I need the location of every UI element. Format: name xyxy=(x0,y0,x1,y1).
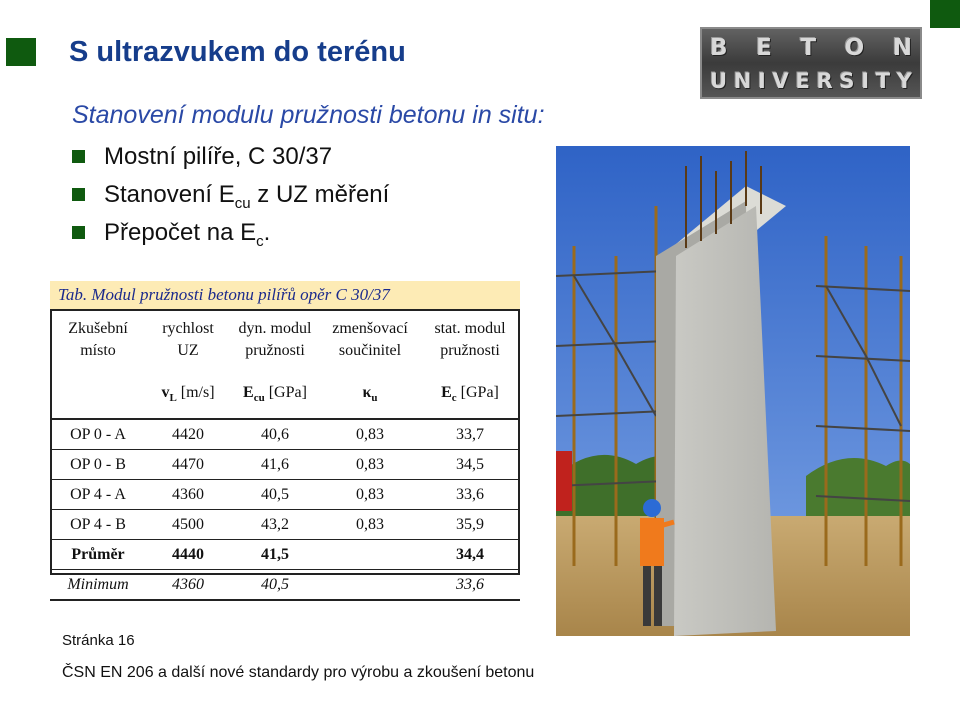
logo-letter: N xyxy=(733,69,752,93)
header-velocity: rychlost UZ xyxy=(162,320,214,359)
table-row xyxy=(50,480,520,510)
table-cell: Minimum xyxy=(50,570,146,601)
logo-letter: Y xyxy=(896,69,912,93)
units-dynamic-modulus: $E_{cu}$ [GPa] xyxy=(243,384,307,405)
table-units-row xyxy=(50,371,520,419)
bullet-square-icon xyxy=(72,150,85,163)
bullet-text: Mostní pilíře, C 30/37 xyxy=(104,143,333,170)
logo-letter: I xyxy=(861,69,870,93)
table-cell: 0,83 xyxy=(320,510,420,540)
table-cell: Průměr xyxy=(50,540,146,570)
units-reduction-factor: $\kappa_u$ xyxy=(362,384,378,405)
units-velocity: $v_L$ [m/s] xyxy=(161,384,215,405)
logo-letter: T xyxy=(800,35,817,61)
header-dynamic-modulus: dyn. modul pružnosti xyxy=(238,320,312,359)
corner-square-decoration xyxy=(930,0,960,28)
logo-letter: E xyxy=(795,69,810,93)
table-cell: OP 0 - B xyxy=(50,450,146,480)
beton-university-logo xyxy=(700,27,922,99)
title-square-decoration xyxy=(6,38,36,66)
header-reduction-factor: zmenšovací součinitel xyxy=(332,320,408,359)
logo-letter: U xyxy=(710,69,728,93)
table-cell: 4500 xyxy=(146,510,230,540)
table-cell: 33,6 xyxy=(420,570,520,601)
table-row xyxy=(50,570,520,601)
table-cell xyxy=(320,540,420,570)
table-cell: 40,5 xyxy=(230,480,320,510)
units-static-modulus: $E_c$ [GPa] xyxy=(441,384,499,405)
table-cell: 33,7 xyxy=(420,419,520,450)
page-number: Stránka 16 xyxy=(62,632,135,649)
table-cell: 40,5 xyxy=(230,570,320,601)
logo-letter: V xyxy=(772,69,789,93)
logo-letter: R xyxy=(816,69,833,93)
slide-subtitle: Stanovení modulu pružnosti betonu in situ: xyxy=(72,101,545,129)
table-cell: 34,5 xyxy=(420,450,520,480)
bullet-square-icon xyxy=(72,188,85,201)
header-static-modulus: stat. modul pružnosti xyxy=(434,320,506,359)
logo-letter: T xyxy=(875,69,891,93)
logo-row-university xyxy=(710,69,912,93)
table-cell: 0,83 xyxy=(320,419,420,450)
footer-text: ČSN EN 206 a další nové standardy pro výrobu a zkoušení betonu xyxy=(62,664,535,681)
table-cell: 41,5 xyxy=(230,540,320,570)
bullet-item xyxy=(72,181,389,212)
bullet-subscript: c xyxy=(256,232,264,250)
modulus-table xyxy=(50,309,520,601)
bullet-text: . xyxy=(263,219,271,246)
table-cell: 4470 xyxy=(146,450,230,480)
bullet-square-icon xyxy=(72,226,85,239)
table-cell: 40,6 xyxy=(230,419,320,450)
table-cell: 4420 xyxy=(146,419,230,450)
table-cell: 4360 xyxy=(146,480,230,510)
table-cell: 0,83 xyxy=(320,480,420,510)
table-cell: 4440 xyxy=(146,540,230,570)
logo-letter: E xyxy=(756,35,772,61)
table-cell: 0,83 xyxy=(320,450,420,480)
bullet-item xyxy=(72,143,332,171)
table-cell: 41,6 xyxy=(230,450,320,480)
logo-letter: S xyxy=(839,69,855,93)
table-cell: 35,9 xyxy=(420,510,520,540)
table-cell: 43,2 xyxy=(230,510,320,540)
logo-letter: N xyxy=(892,35,912,61)
bullet-item xyxy=(72,219,270,250)
bullet-text: z UZ měření xyxy=(250,181,390,208)
table-row xyxy=(50,510,520,540)
units-empty xyxy=(50,371,146,419)
bridge-pier-photo xyxy=(556,146,910,636)
bullet-text: Stanovení E xyxy=(104,181,235,208)
bullet-text: Přepočet na E xyxy=(104,219,257,246)
table-cell: 33,6 xyxy=(420,480,520,510)
logo-letter: B xyxy=(710,35,728,61)
table-header-row xyxy=(50,309,520,371)
table-caption: Tab. Modul pružnosti betonu pilířů opěr C 30/37 xyxy=(50,281,520,309)
photo-illustration xyxy=(556,146,910,636)
table-cell xyxy=(320,570,420,601)
table-row xyxy=(50,540,520,570)
table-cell: OP 4 - A xyxy=(50,480,146,510)
header-test-location: Zkušební místo xyxy=(68,320,128,359)
table-cell: OP 4 - B xyxy=(50,510,146,540)
logo-letter: I xyxy=(758,69,766,93)
table-cell: OP 0 - A xyxy=(50,419,146,450)
table-cell: 34,4 xyxy=(420,540,520,570)
bullet-subscript: cu xyxy=(234,194,251,212)
table-row xyxy=(50,450,520,480)
logo-row-beton xyxy=(710,35,912,61)
table-row xyxy=(50,419,520,450)
logo-letter: O xyxy=(844,35,865,61)
table-cell: 4360 xyxy=(146,570,230,601)
slide-title: S ultrazvukem do terénu xyxy=(69,36,406,68)
